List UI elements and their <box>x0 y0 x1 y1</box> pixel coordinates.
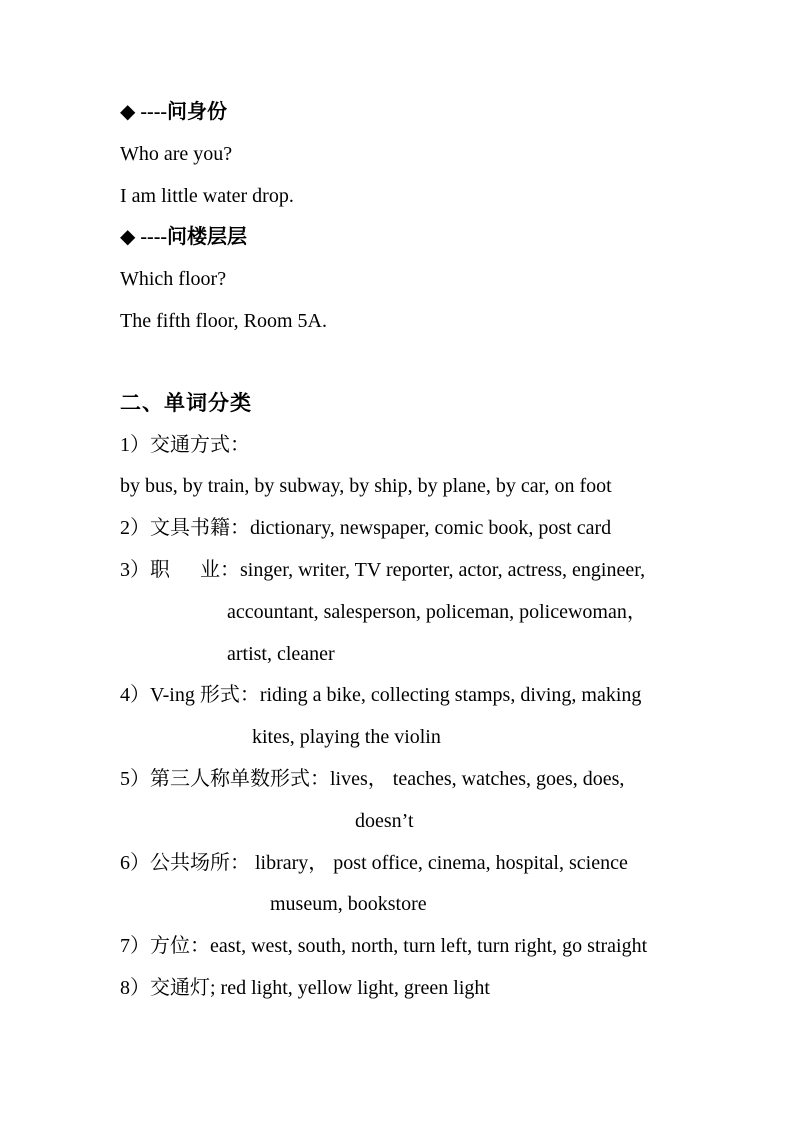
item5-third-person-line2: doesn’t <box>355 809 414 832</box>
item1-transport-words: by bus, by train, by subway, by ship, by plane, by car, on foot <box>120 475 612 498</box>
section-title-word-classification: 二、单词分类 <box>120 391 252 415</box>
blank-line <box>120 343 675 383</box>
dialog-answer-identity: I am little water drop. <box>120 184 294 207</box>
item6-public-places-line2: museum, bookstore <box>270 893 427 916</box>
item2-stationery-books: 2）文具书籍：dictionary, newspaper, comic book, post card <box>120 517 612 540</box>
dialog-heading-identity: ◆ ----问身份 <box>120 101 228 123</box>
item3-occupations-line3: artist, cleaner <box>227 642 335 665</box>
item3-occupations-line1: 3）职 业：singer, writer, TV reporter, actor, actress, engineer, <box>120 558 646 581</box>
item5-third-person-line1: 5）第三人称单数形式：lives， teaches, watches, goes, does, <box>120 767 625 790</box>
item4-ving-forms-line1: 4）V-ing 形式：riding a bike, collecting stamps, diving, making <box>120 684 642 707</box>
dialog-question-floor: Which floor? <box>120 268 227 291</box>
item4-ving-forms-line2: kites, playing the violin <box>252 726 441 749</box>
item3-occupations-line2: accountant, salesperson, policeman, policewoman， <box>227 600 647 623</box>
item1-transport-label: 1）交通方式： <box>120 433 250 456</box>
dialog-heading-floor: ◆ ----问楼层层 <box>120 226 248 249</box>
dialog-answer-floor: The fifth floor, Room 5A. <box>120 309 327 332</box>
dialog-question-identity: Who are you? <box>120 142 233 165</box>
item7-directions: 7）方位：east, west, south, north, turn left, turn right, go straight <box>120 935 648 958</box>
item8-traffic-lights: 8）交通灯; red light, yellow light, green light <box>120 976 490 999</box>
item6-public-places-line1: 6）公共场所： library， post office, cinema, hospital, science <box>120 851 628 874</box>
